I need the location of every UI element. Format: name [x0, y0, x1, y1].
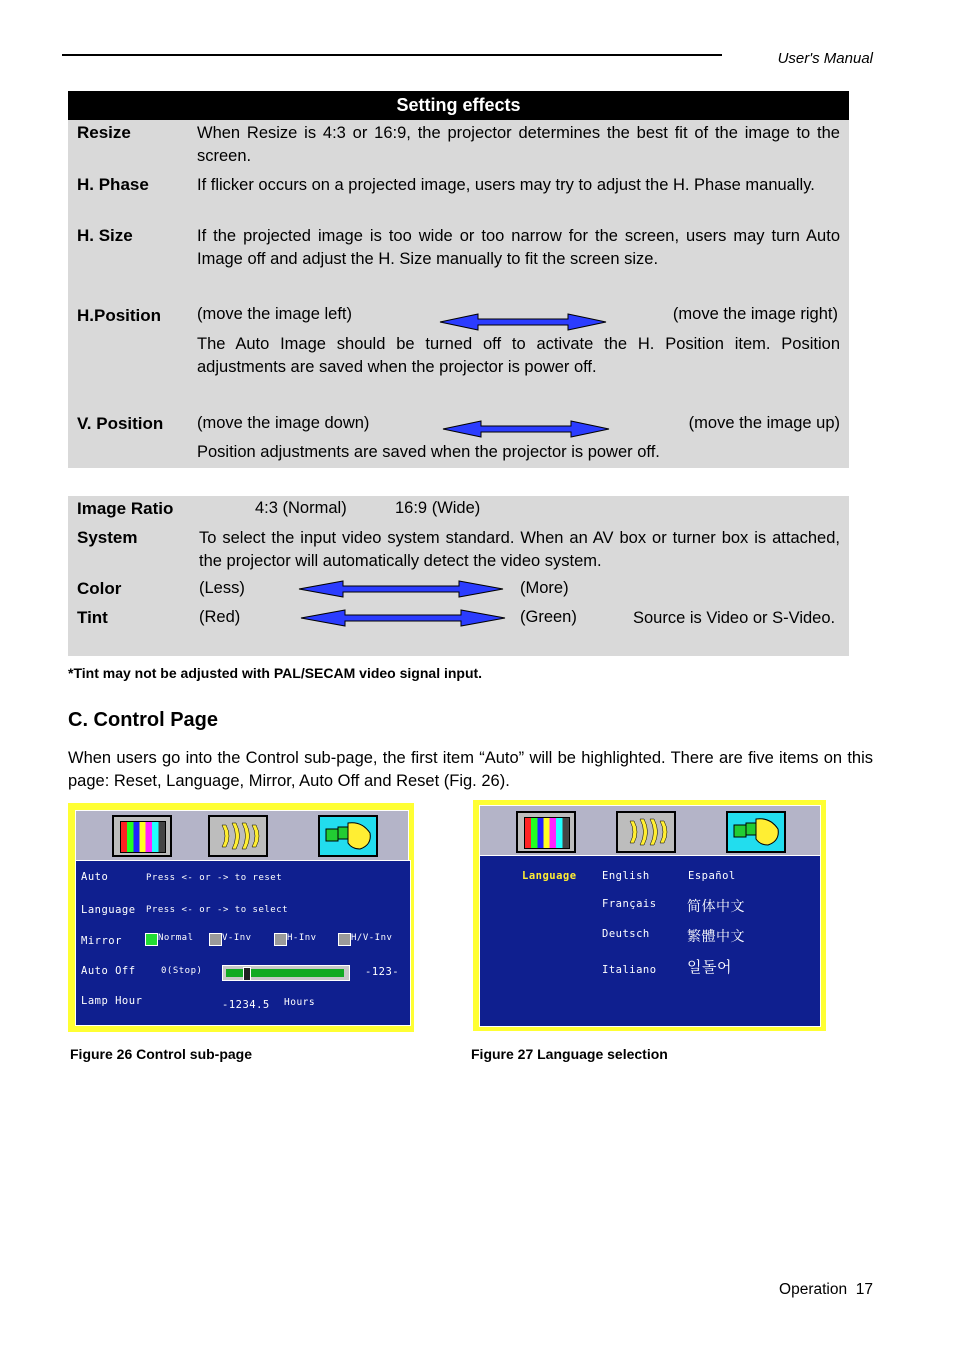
term-system: System: [77, 528, 138, 547]
language-option-francais[interactable]: Français: [602, 898, 657, 910]
double-arrow-icon: [297, 579, 505, 599]
v-position-left: (move the image down): [197, 414, 370, 432]
osd-autooff-label: Auto Off: [81, 965, 136, 977]
autooff-slider[interactable]: [222, 965, 350, 981]
control-tab-icon: [726, 811, 786, 853]
osd-lamp-unit: Hours: [284, 997, 316, 1008]
tint-source-note: Source is Video or S-Video.: [633, 609, 836, 627]
double-arrow-icon: [299, 608, 507, 628]
footer-section: Operation: [779, 1281, 848, 1298]
ratio-option-wide: 16:9 (Wide): [395, 499, 481, 517]
term-h-size: H. Size: [77, 226, 133, 245]
page-number: 17: [855, 1281, 873, 1298]
osd-language-label: Language: [81, 904, 136, 916]
section-title: C. Control Page: [68, 709, 219, 731]
mirror-hv-inv-checkbox[interactable]: [338, 933, 351, 946]
osd-mirror-label: Mirror: [81, 935, 122, 947]
h-position-right: (move the image right): [672, 305, 838, 323]
mirror-option-normal: Normal: [158, 933, 194, 943]
header-rule: [62, 54, 722, 56]
mirror-normal-checkbox[interactable]: [145, 933, 158, 946]
desc-v-position: Position adjustments are saved when the projector is power off.: [197, 443, 660, 461]
language-option-simplified-chinese[interactable]: 简体中文: [687, 899, 745, 915]
term-resize: Resize: [77, 123, 131, 142]
osd-autooff-value: 0(Stop): [161, 966, 203, 976]
figure-26-frame: [68, 803, 414, 1032]
osd-control-panel: [75, 860, 411, 1026]
tint-footnote: *Tint may not be adjusted with PAL/SECAM video signal input.: [68, 665, 483, 681]
mirror-h-inv-checkbox[interactable]: [274, 933, 287, 946]
osd-tab-bar: [75, 810, 409, 862]
mirror-option-h-inv: H-Inv: [287, 933, 317, 943]
h-position-left: (move the image left): [197, 305, 352, 323]
osd-tab-bar: [479, 805, 821, 857]
language-option-espanol[interactable]: Español: [688, 870, 736, 882]
picture-tab-icon: [516, 811, 576, 853]
osd-language-label: Language: [522, 870, 577, 882]
desc-resize: When Resize is 4:3 or 16:9, the projector determines the best fit of the image to the screen.: [197, 124, 840, 165]
color-right: (More): [520, 579, 569, 597]
v-position-right: (move the image up): [688, 414, 840, 432]
desc-system: To select the input video system standard. When an AV box or turner box is attached, the projector will automatically detect the video system.: [199, 529, 840, 570]
term-v-position: V. Position: [77, 414, 164, 433]
language-option-deutsch[interactable]: Deutsch: [602, 928, 650, 940]
osd-lamp-label: Lamp Hour: [81, 995, 143, 1007]
page-footer: [779, 1281, 873, 1299]
picture-tab-icon: [112, 815, 172, 857]
audio-tab-icon: [208, 815, 268, 857]
figure-27-frame: [473, 800, 826, 1031]
section-paragraph: When users go into the Control sub-page, the first item “Auto” will be highlighted. There are five items on this page: Reset, Language, Mirror, Auto Off and Reset (Fig. 26).: [68, 749, 873, 790]
control-tab-icon: [318, 815, 378, 857]
osd-autooff-number: -123-: [365, 966, 400, 978]
double-arrow-icon: [441, 419, 611, 439]
osd-auto-label: Auto: [81, 871, 109, 883]
figure-26-caption: Figure 26 Control sub-page: [70, 1046, 253, 1062]
language-option-korean[interactable]: 일돌어: [687, 958, 732, 976]
term-h-phase: H. Phase: [77, 175, 149, 194]
tint-left: (Red): [199, 608, 241, 626]
language-option-italiano[interactable]: Italiano: [602, 964, 657, 976]
audio-tab-icon: [616, 811, 676, 853]
osd-auto-hint: Press <- or -> to reset: [146, 873, 283, 883]
term-image-ratio: Image Ratio: [77, 499, 174, 518]
tint-right: (Green): [520, 608, 577, 626]
double-arrow-icon: [438, 312, 608, 332]
figure-27-caption: Figure 27 Language selection: [471, 1046, 668, 1062]
mirror-v-inv-checkbox[interactable]: [209, 933, 222, 946]
term-h-position: H.Position: [77, 306, 162, 325]
desc-h-position: The Auto Image should be turned off to activate the H. Position item. Position adjustments are saved when the projector is power off.: [197, 335, 840, 376]
desc-h-size: If the projected image is too wide or too narrow for the screen, users may turn Auto Image off and adjust the H. Size manually to fit the screen size.: [197, 227, 840, 268]
mirror-option-v-inv: V-Inv: [222, 933, 252, 943]
color-left: (Less): [199, 579, 245, 597]
osd-language-hint: Press <- or -> to select: [146, 905, 289, 915]
table-heading: Setting effects: [68, 91, 849, 120]
image-table: [68, 496, 849, 656]
mirror-option-hv-inv: H/V-Inv: [351, 933, 393, 943]
term-color: Color: [77, 579, 122, 598]
osd-language-panel: [479, 855, 821, 1027]
ratio-option-normal: 4:3 (Normal): [255, 499, 347, 517]
language-option-english[interactable]: English: [602, 870, 650, 882]
header-title: User's Manual: [777, 50, 873, 67]
term-tint: Tint: [77, 608, 108, 627]
autooff-slider-thumb[interactable]: [243, 967, 251, 981]
desc-h-phase: If flicker occurs on a projected image, users may try to adjust the H. Phase manually.: [197, 176, 815, 194]
osd-lamp-value: -1234.5: [222, 999, 270, 1011]
language-option-traditional-chinese[interactable]: 繁體中文: [687, 929, 745, 945]
